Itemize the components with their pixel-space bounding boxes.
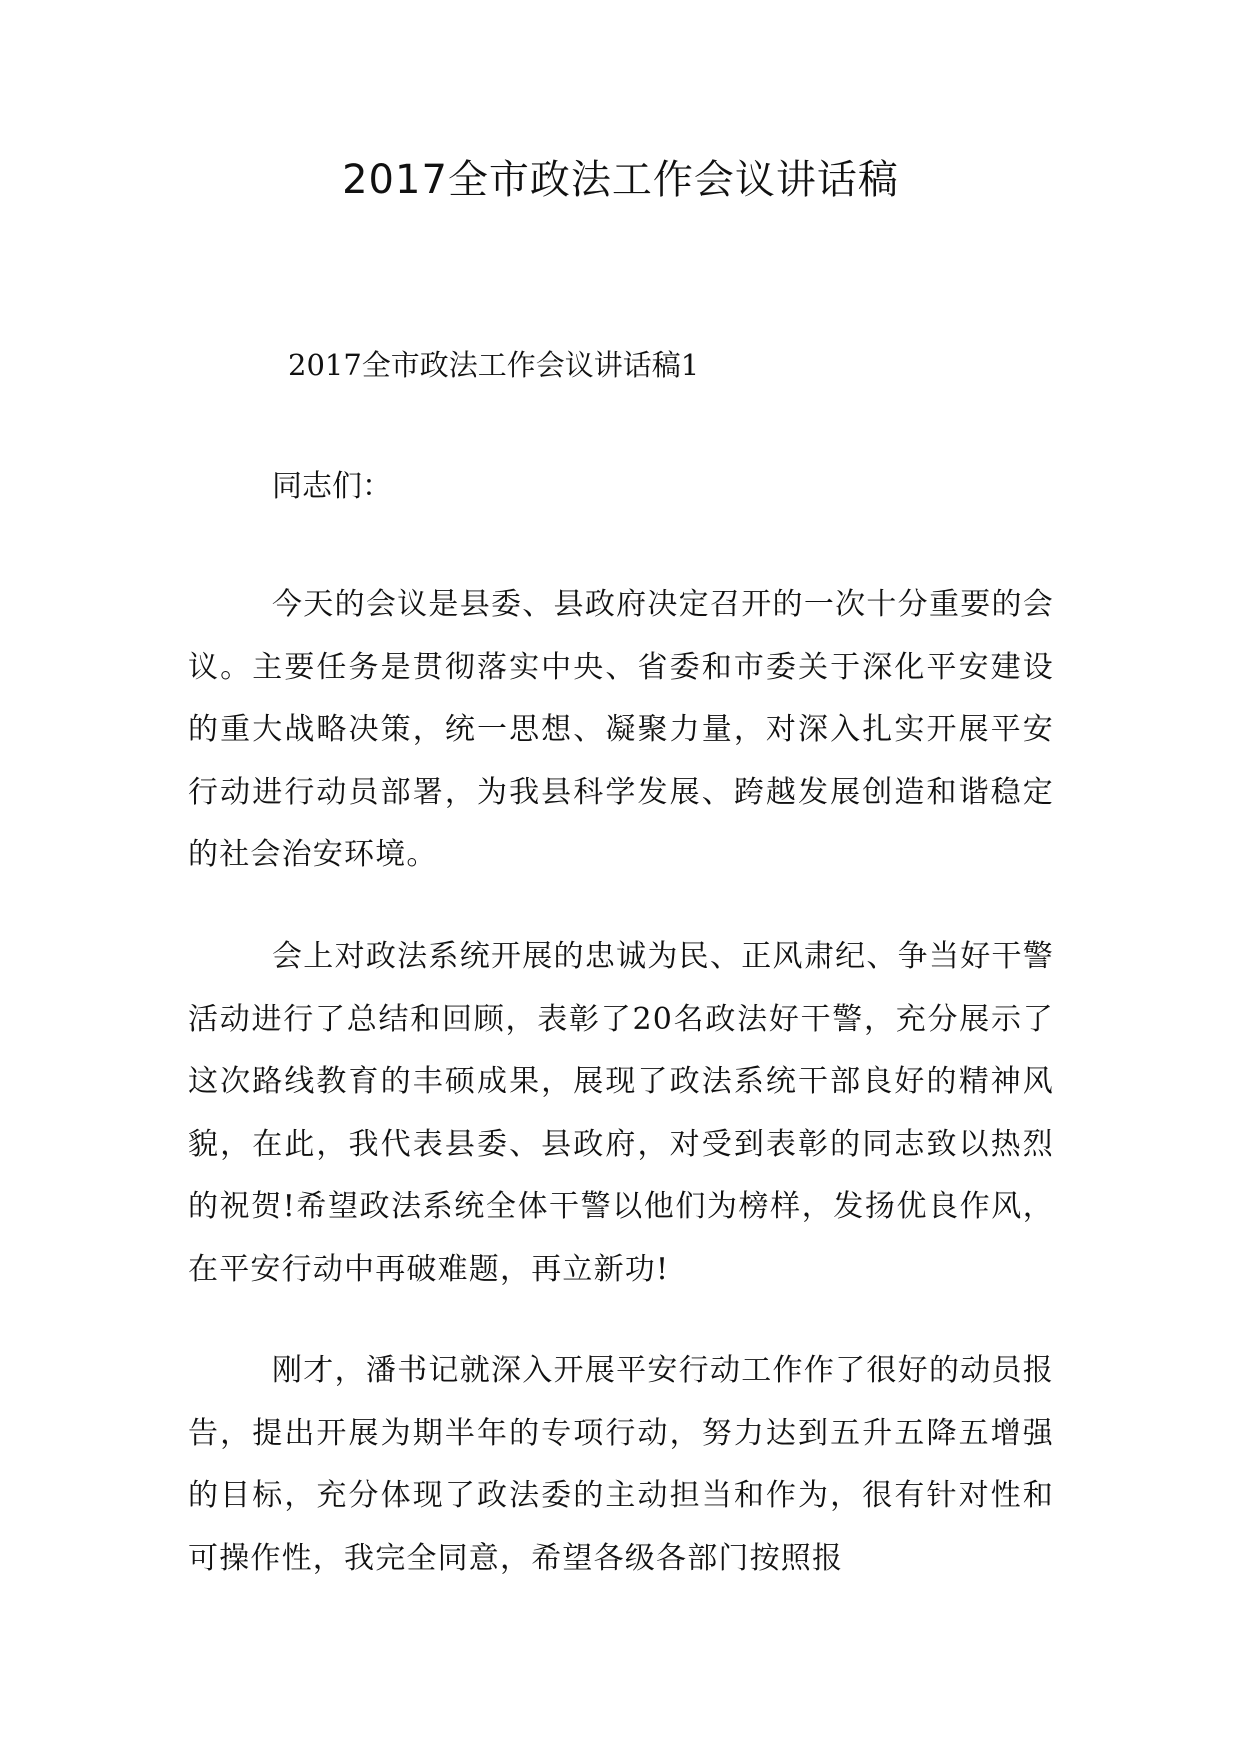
paragraph-1: 今天的会议是县委、县政府决定召开的一次十分重要的会议。主要任务是贯彻落实中央、省委和市委关于深化平安建设的重大战略决策，统一思想、凝聚力量，对深入扎实开展平安行动进行动员部署，为我县科学发展、跨越发展创造和谐稳定的社会治安环境。 [188,587,1054,872]
document-subtitle: 2017全市政法工作会议讲话稿1 [288,348,700,382]
paragraph-2: 会上对政法系统开展的忠诚为民、正风肃纪、争当好干警活动进行了总结和回顾，表彰了20名政法好干警，充分展示了这次路线教育的丰硕成果，展现了政法系统干部良好的精神风貌，在此，我代表县委、县政府，对受到表彰的同志致以热烈的祝贺!希望政法系统全体干警以他们为榜样，发扬优良作风，在平安行动中再破难题，再立新功! [188,939,1054,1287]
salutation: 同志们： [272,469,392,504]
paragraph-3: 刚才，潘书记就深入开展平安行动工作作了很好的动员报告，提出开展为期半年的专项行动，努力达到五升五降五增强的目标，充分体现了政法委的主动担当和作为，很有针对性和可操作性，我完全同意，希望各级各部门按照报 [188,1353,1054,1576]
document-title: 2017全市政法工作会议讲话稿 [342,157,899,203]
